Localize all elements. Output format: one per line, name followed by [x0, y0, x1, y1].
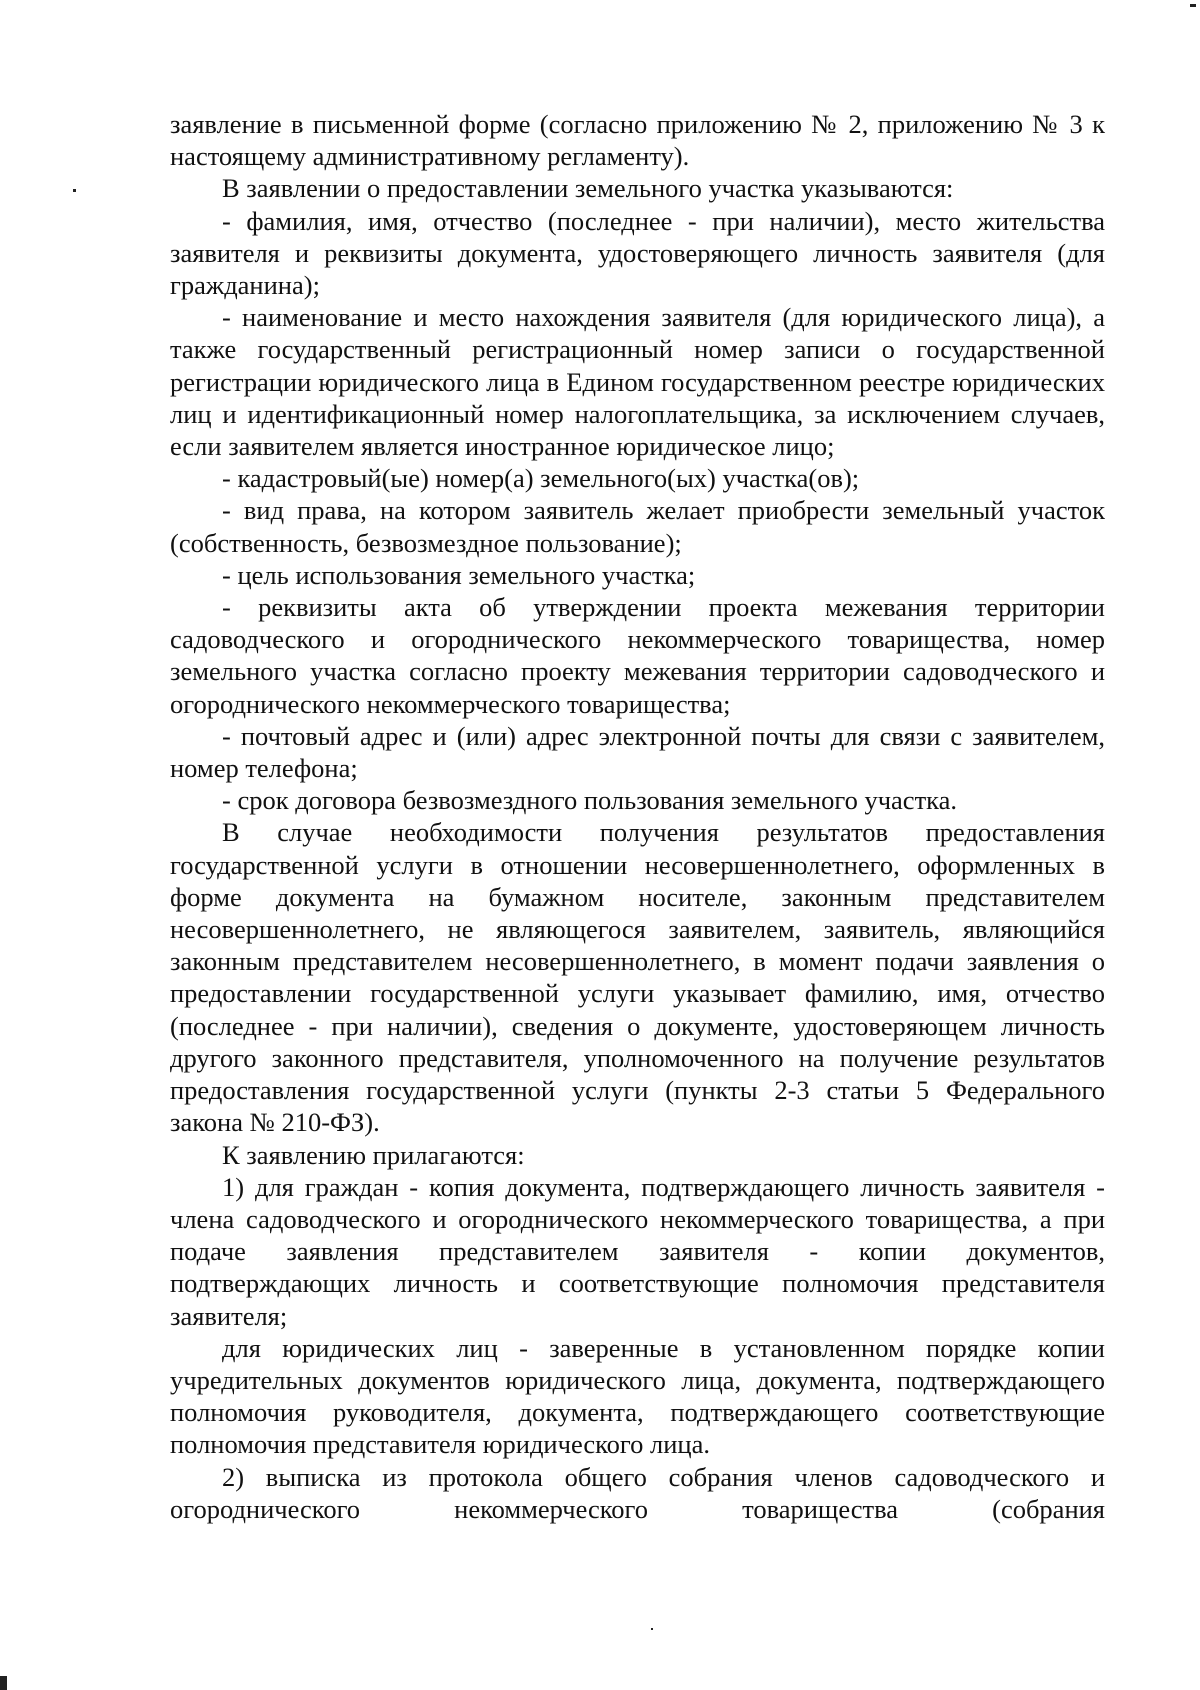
paragraph-minor-representative: В случае необходимости получения результатов предоставления государственной услуги в отношении несовершеннолетнего, оформленных в форме документа на бумажном носителе, законным представителем несовершеннолетнего, не являющегося заявителем, заявитель, являющийся законным представителем несовершеннолетнего, в момент подачи заявления о предоставлении государственной услуги указывает фамилию, имя, отчество (последнее - при наличии), сведения о документе, удостоверяющем личность другого законного представителя, уполномоченного на получение результатов предоставления государственной услуги (пункты 2-3 статьи 5 Федерального закона № 210-ФЗ).: [170, 817, 1105, 1138]
paragraph-item-survey-act-details: - реквизиты акта об утверждении проекта межевания территории садоводческого и огороднического некоммерческого товарищества, номер земельного участка согласно проекту межевания территории садоводческого и огороднического некоммерческого товарищества;: [170, 592, 1105, 719]
paragraph-application-contents-intro: В заявлении о предоставлении земельного участка указываются:: [222, 173, 954, 204]
paragraph-item-contract-term: - срок договора безвозмездного пользования земельного участка.: [222, 785, 958, 816]
scan-speck-top-left: [73, 189, 76, 192]
scan-speck-bottom-left: [0, 1676, 7, 1690]
scan-speck-top-right: [1190, 4, 1196, 7]
paragraph-item-legal-entity-name: - наименование и место нахождения заявителя (для юридического лица), а также государственный регистрационный номер записи о государственной регистрации юридического лица в Едином государственном реестре юридических лиц и идентификационный номер налогоплательщика, за исключением случаев, если заявителем является иностранное юридическое лицо;: [170, 302, 1105, 462]
paragraph-attachments-intro: К заявлению прилагаются:: [222, 1139, 525, 1170]
document-body: [170, 108, 1105, 1525]
paragraph-item-right-type: - вид права, на котором заявитель желает приобрести земельный участок (собственность, безвозмездное пользование);: [170, 495, 1105, 558]
paragraph-attachment-legal-entities: для юридических лиц - заверенные в установленном порядке копии учредительных документов юридического лица, документа, подтверждающего полномочия руководителя, документа, подтверждающего соответствующие полномочия представителя юридического лица.: [170, 1332, 1105, 1460]
scan-speck-bottom-center: [651, 1628, 653, 1630]
paragraph-item-postal-address: - почтовый адрес и (или) адрес электронной почты для связи с заявителем, номер телефона;: [170, 720, 1105, 784]
paragraph-item-cadastral-number: - кадастровый(ые) номер(а) земельного(ых) участка(ов);: [222, 463, 860, 494]
paragraph-item-full-name: - фамилия, имя, отчество (последнее - при наличии), место жительства заявителя и реквизиты документа, удостоверяющего личность заявителя (для гражданина);: [170, 205, 1105, 301]
paragraph-attachment-citizens: 1) для граждан - копия документа, подтверждающего личность заявителя - члена садоводческого и огороднического некоммерческого товарищества, а при подаче заявления представителем заявителя - копии документов, подтверждающих личность и соответствующие полномочия представителя заявителя;: [170, 1171, 1105, 1331]
paragraph-application-form: заявление в письменной форме (согласно приложению № 2, приложению № 3 к настоящему административному регламенту).: [170, 109, 1105, 172]
paragraph-item-land-use-purpose: - цель использования земельного участка;: [222, 559, 696, 590]
paragraph-attachment-protocol-extract: 2) выписка из протокола общего собрания членов садоводческого и огороднического некоммерческого товарищества (собрания: [170, 1461, 1105, 1524]
